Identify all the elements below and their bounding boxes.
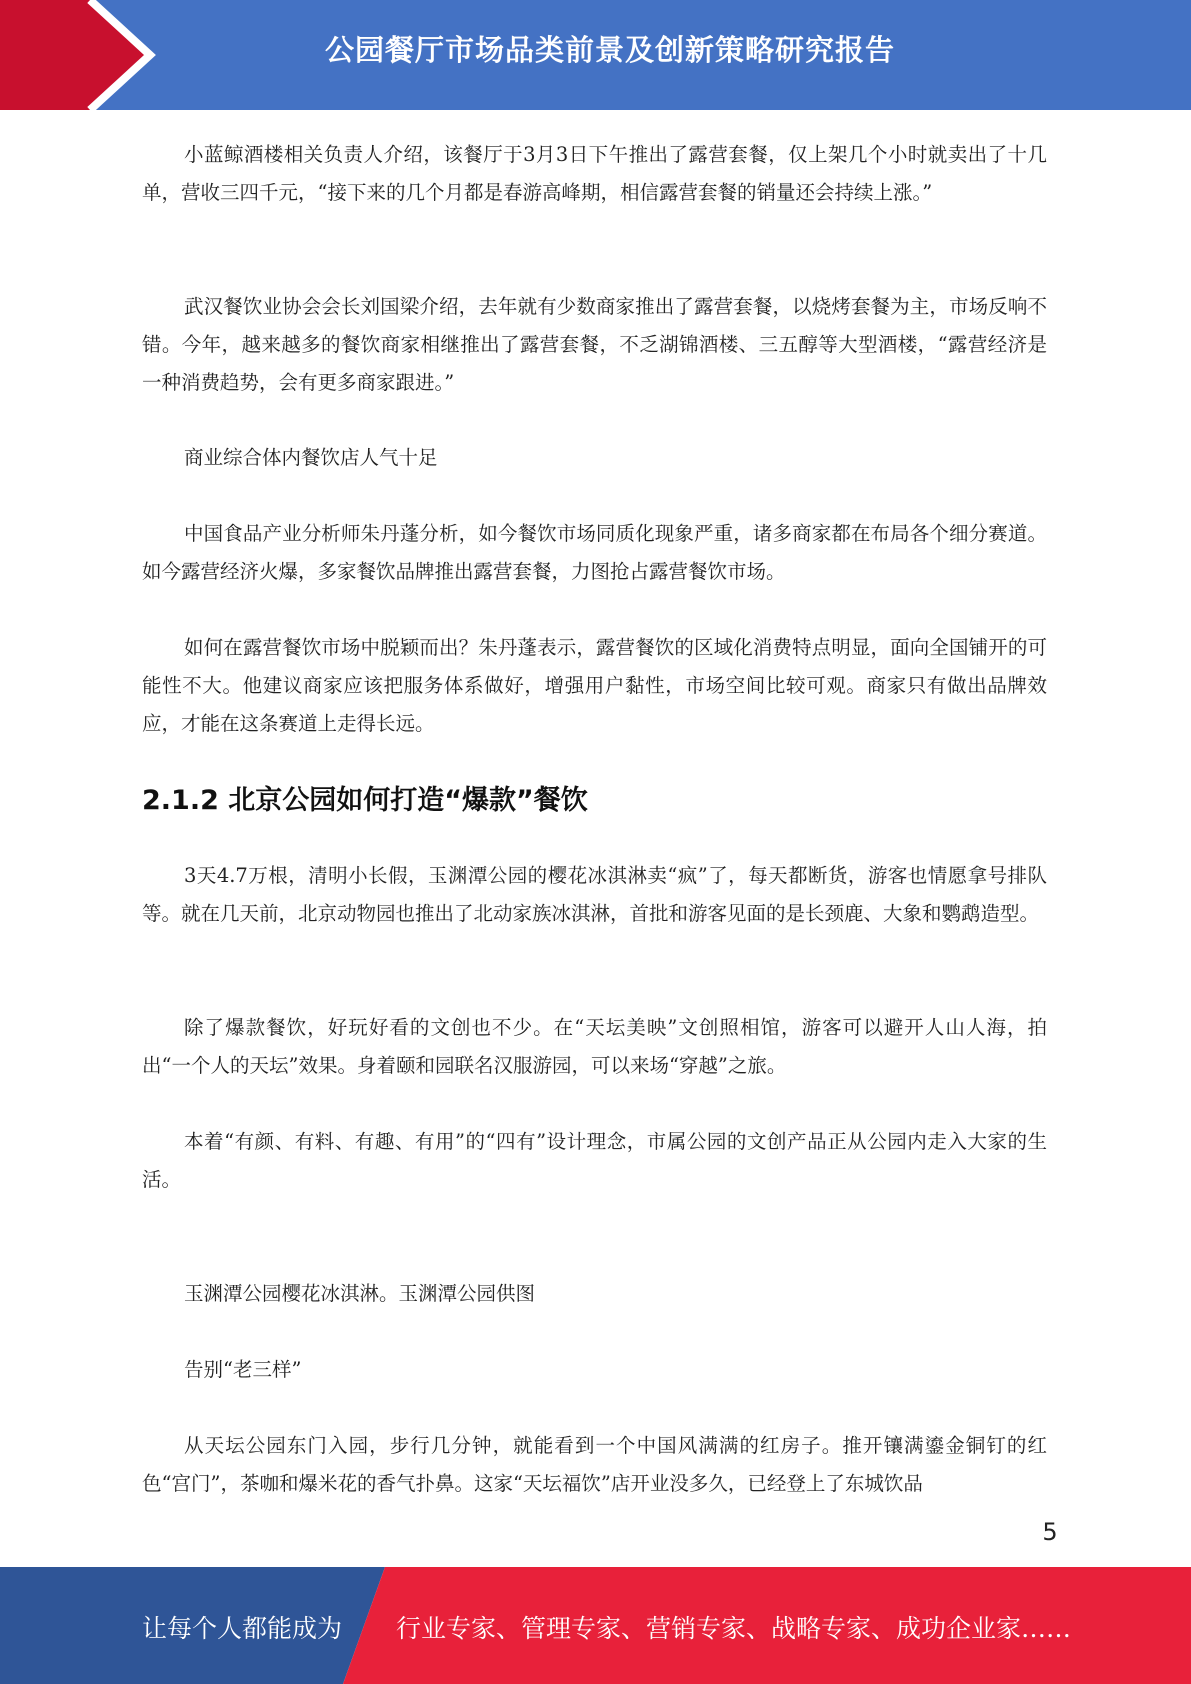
paragraph: 商业综合体内餐饮店人气十足 (184, 446, 438, 469)
paragraph: 如何在露营餐饮市场中脱颖而出？朱丹蓬表示，露营餐饮的区域化消费特点明显，面向全国铺开的可能性不大。他建议商家应该把服务体系做好，增强用户黏性，市场空间比较可观。商家只有做出品牌效应，才能在这条赛道上走得长远。 (142, 636, 1047, 735)
paragraph: 小蓝鲸酒楼相关负责人介绍，该餐厅于3月3日下午推出了露营套餐，仅上架几个小时就卖出了十几单，营收三四千元，“接下来的几个月都是春游高峰期，相信露营套餐的销量还会持续上涨。” (142, 143, 1047, 204)
paragraph: 3天4.7万根，清明小长假，玉渊潭公园的樱花冰淇淋卖“疯”了，每天都断货，游客也情愿拿号排队等。就在几天前，北京动物园也推出了北动家族冰淇淋，首批和游客见面的是长颈鹿、大象和鹦鹉造型。 (142, 864, 1047, 925)
paragraph: 中国食品产业分析师朱丹蓬分析，如今餐饮市场同质化现象严重，诸多商家都在布局各个细分赛道。如今露营经济火爆，多家餐饮品牌推出露营套餐，力图抢占露营餐饮市场。 (142, 522, 1047, 583)
subheading: 告别“老三样” (184, 1358, 302, 1381)
paragraph: 除了爆款餐饮，好玩好看的文创也不少。在“天坛美映”文创照相馆，游客可以避开人山人海，拍出“一个人的天坛”效果。身着颐和园联名汉服游园，可以来场“穿越”之旅。 (142, 1016, 1047, 1077)
footer-slogan-left: 让每个人都能成为 (142, 1614, 343, 1643)
footer-banner (0, 1567, 1191, 1684)
page-number: 5 (1042, 1518, 1058, 1546)
paragraph: 从天坛公园东门入园，步行几分钟，就能看到一个中国风满满的红房子。推开镶满鎏金铜钉的红色“宫门”，茶咖和爆米花的香气扑鼻。这家“天坛福饮”店开业没多久，已经登上了东城饮品 (142, 1434, 1047, 1495)
footer-slogan-right: 行业专家、管理专家、营销专家、战略专家、成功企业家…… (396, 1614, 1072, 1643)
image-caption: 玉渊潭公园樱花冰淇淋。玉渊潭公园供图 (184, 1282, 536, 1305)
document-title: 公园餐厅市场品类前景及创新策略研究报告 (324, 33, 895, 67)
paragraph: 本着“有颜、有料、有趣、有用”的“四有”设计理念，市属公园的文创产品正从公园内走入大家的生活。 (142, 1130, 1047, 1191)
header-banner (0, 0, 1191, 110)
section-heading: 2.1.2 北京公园如何打造“爆款”餐饮 (142, 785, 588, 816)
paragraph: 武汉餐饮业协会会长刘国梁介绍，去年就有少数商家推出了露营套餐，以烧烤套餐为主，市场反响不错。今年，越来越多的餐饮商家相继推出了露营套餐，不乏湖锦酒楼、三五醇等大型酒楼，“露营经济是一种消费趋势，会有更多商家跟进。” (142, 295, 1047, 394)
